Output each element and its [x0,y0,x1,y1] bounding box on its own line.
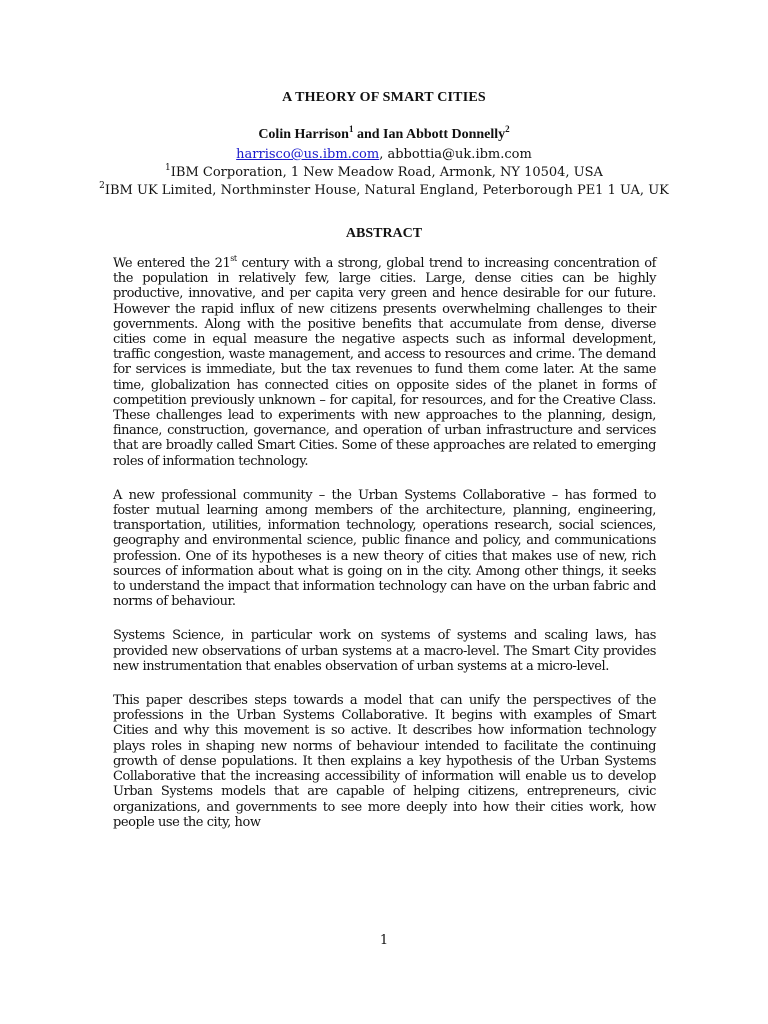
abstract-paragraph-2: A new professional community – the Urban Systems Collaborative – has formed to foster mutual learning among members of the architecture, planning, engineering, transportation, utilities, information technology, operations research, social sciences, geography and environmental science, public finance and policy, and communications profession. One of its hypotheses is a new theory of cities that makes use of new, rich sources of information about what is going on in the city. Among other things, it seeks to understand the impact that information technology can have on the urban fabric and norms of behaviour. [113,487,656,610]
abstract-paragraph-4: This paper describes steps towards a model that can unify the perspectives of the professions in the Urban Systems Collaborative. It begins with examples of Smart Cities and why this movement is so active. It describes how information technology plays roles in shaping new norms of behaviour intended to facilitate the continuing growth of dense populations. It then explains a key hypothesis of the Urban Systems Collaborative that the increasing accessibility of information will enable us to develop Urban Systems models that are capable of helping citizens, entrepreneurs, civic organizations, and governments to see more deeply into how their cities work, how people use the city, how [113,693,656,830]
abstract-paragraph-3: Systems Science, in particular work on systems of systems and scaling laws, has provided new observations of urban systems at a macro-level. The Smart City provides new instrumentation that enables observation of urban systems at a micro-level. [113,628,656,674]
author-1-affiliation-mark: 1 [348,124,354,134]
affiliation-2-mark: 2 [99,181,105,191]
ordinal-superscript: st [230,254,237,263]
page-number: 1 [379,933,389,948]
affiliation-1 [0,165,768,180]
abstract-body [113,256,656,849]
author-2-email: abbottia@uk.ibm.com [387,147,532,162]
affiliation-1-text: IBM Corporation, 1 New Meadow Road, Armonk, NY 10504, USA [170,165,603,180]
author-2-affiliation-mark: 2 [505,124,510,134]
author-1-name: Colin Harrison [258,127,349,142]
affiliation-2-text: IBM UK Limited, Northminster House, Natural England, Peterborough PE1 1 UA, UK [104,183,669,198]
email-line [0,147,768,162]
author-connector: and [353,127,384,142]
paragraph-1-rest: century with a strong, global trend to increasing concentration of the population in relatively few, large cities. Large, dense cities can be highly productive, innovative, and per capita very green and hence desirable for our future. However the rapid influx of new citizens presents overwhelming challenges to their governments. Along with the positive benefits that accumulate from dense, diverse cities come in equal measure the negative aspects such as informal development, traffic congestion, waste management, and access to resources and crime. The demand for services is immediate, but the tax revenues to fund them come later. At the same time, globalization has connected cities on opposite sides of the planet in forms of competition previously unknown – for capital, for resources, and for the Creative Class. These challenges lead to experiments with new approaches to the planning, design, finance, construction, governance, and operation of urban infrastructure and services that are broadly called Smart Cities. Some of these approaches are related to emerging roles of information technology. [113,256,656,469]
paragraph-1-start: We entered the 21 [113,256,231,271]
paper-title: A THEORY OF SMART CITIES [282,90,486,105]
affiliation-2 [0,183,768,198]
author-2-name: Ian Abbott Donnelly [383,127,506,142]
abstract-heading: ABSTRACT [345,226,423,241]
author-1-email-link[interactable]: harrisco@us.ibm.com [236,147,380,162]
affiliation-1-mark: 1 [165,163,171,173]
abstract-paragraph-1 [113,256,656,469]
author-line [0,124,768,143]
email-separator: , [379,147,388,162]
